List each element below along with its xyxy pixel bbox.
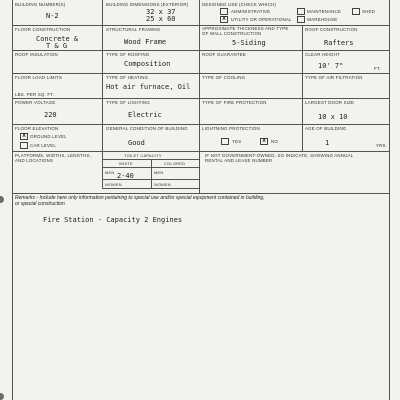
row-divider <box>12 151 389 152</box>
dimensions-label: BUILDING DIMENSIONS (EXTERIOR) <box>106 2 189 7</box>
right-margin-rule <box>389 0 390 400</box>
condition-label: GENERAL CONDITION OF BUILDING <box>106 126 188 131</box>
condition-value: Good <box>128 139 145 147</box>
row-divider <box>12 25 389 26</box>
wall-construction-label-2: OF WALL CONSTRUCTION <box>202 31 262 36</box>
checkbox-warehouse[interactable] <box>297 16 305 23</box>
floor-construction-value-2: T & G <box>46 42 68 50</box>
checkbox-administrative[interactable] <box>220 8 228 15</box>
row-divider <box>12 50 389 51</box>
checkbox-utility[interactable]: X <box>220 16 228 23</box>
age-label: AGE OF BUILDING <box>305 126 347 131</box>
remarks-label-1: Remarks - Include here only information pertaining to special use and/or special equipment contained in building, <box>15 195 265 201</box>
option-administrative: ADMINISTRATIVE <box>231 9 271 14</box>
column-divider <box>199 0 200 193</box>
toilet-rule <box>151 159 152 188</box>
checkbox-lightning-no[interactable]: X <box>260 138 268 145</box>
option-shed: SHED <box>362 9 375 14</box>
power-voltage-value: 220 <box>44 111 57 119</box>
floor-load-unit: LBS. PER SQ. FT. <box>15 92 55 97</box>
toilet-rule <box>102 188 199 189</box>
dimensions-value-1: 32 x 37 <box>146 8 176 16</box>
row-divider <box>12 193 389 194</box>
roof-construction-value: Rafters <box>324 39 354 47</box>
building-number-value: N-2 <box>46 12 59 20</box>
floor-elevation-label: FLOOR ELEVATION <box>15 126 59 131</box>
building-number-label: BUILDING NUMBER(S) <box>15 2 66 7</box>
option-warehouse: WAREHOUSE <box>307 17 338 22</box>
floor-construction-label: FLOOR CONSTRUCTION <box>15 27 71 32</box>
wall-construction-label-1: APPROXIMATE THICKNESS AND TYPE <box>202 26 289 31</box>
age-unit: YRS. <box>376 143 388 148</box>
roof-insulation-label: ROOF INSULATION <box>15 52 58 57</box>
checkbox-maintenance[interactable] <box>297 8 305 15</box>
cooling-label: TYPE OF COOLING <box>202 75 246 80</box>
toilet-men-white-value: 2-40 <box>117 172 134 180</box>
roofing-type-label: TYPE OF ROOFING <box>106 52 150 57</box>
clear-height-value: 10' 7" <box>318 62 344 70</box>
roof-construction-label: ROOF CONSTRUCTION <box>305 27 358 32</box>
floor-construction-value-1: Concrete & <box>36 35 79 43</box>
remarks-entry: Fire Station - Capacity 2 Engines <box>43 216 183 224</box>
remarks-label-2: or special construction <box>15 201 65 207</box>
government-note-2: RENTAL AND LEASE NUMBER <box>205 158 273 163</box>
left-margin-rule <box>12 0 13 400</box>
toilet-women-white-label: WOMEN <box>105 182 122 187</box>
floor-load-label: FLOOR LOAD LIMITS <box>15 75 63 80</box>
government-note-1: IF NOT GOVERNMENT-OWNED, SO INDICATE, SHOWING ANNUAL <box>205 153 354 158</box>
age-value: 1 <box>325 139 330 147</box>
roofing-type-value: Composition <box>124 60 171 68</box>
lightning-protection-label: LIGHTNING PROTECTION <box>202 126 260 131</box>
toilet-rule <box>102 151 103 188</box>
fire-protection-label: TYPE OF FIRE PROTECTION <box>202 100 267 105</box>
toilet-white-label: WHITE <box>119 161 133 166</box>
option-maintenance: MAINTENANCE <box>307 9 342 14</box>
car-level-label: CAR LEVEL <box>30 143 56 148</box>
punch-hole-top <box>0 196 4 203</box>
designed-use-label: DESIGNED USE (CHECK WHICH) <box>202 2 276 7</box>
platforms-label-2: AND LOCATIONS <box>15 158 54 163</box>
heating-value: Hot air furnace, Oil <box>106 83 191 91</box>
row-divider <box>12 124 389 125</box>
structural-framing-value: Wood Frame <box>124 38 167 46</box>
dimensions-value-2: 25 x 60 <box>146 15 176 23</box>
checkbox-ground-level[interactable]: X <box>20 133 28 140</box>
column-divider <box>102 0 103 151</box>
air-filtration-label: TYPE OF AIR FILTRATION <box>305 75 363 80</box>
toilet-women-colored-label: WOMEN <box>154 182 171 187</box>
clear-height-unit: FT. <box>374 66 381 71</box>
toilet-men-white-label: MEN <box>105 170 115 175</box>
checkbox-car-level[interactable] <box>20 142 28 149</box>
lightning-no-label: NO <box>271 139 278 144</box>
door-size-label: LARGEST DOOR SIZE <box>305 100 355 105</box>
checkbox-lightning-yes[interactable] <box>221 138 229 145</box>
ground-level-label: GROUND LEVEL <box>30 134 67 139</box>
toilet-men-colored-label: MEN <box>154 170 164 175</box>
checkbox-shed[interactable] <box>352 8 360 15</box>
clear-height-label: CLEAR HEIGHT <box>305 52 340 57</box>
heating-label: TYPE OF HEATING <box>106 75 149 80</box>
row-divider <box>12 73 389 74</box>
power-voltage-label: POWER VOLTAGE <box>15 100 56 105</box>
lightning-yes-label: YES <box>232 139 242 144</box>
toilet-capacity-label: TOILET CAPACITY <box>124 153 162 158</box>
roof-guarantee-label: ROOF GUARANTEE <box>202 52 247 57</box>
lighting-label: TYPE OF LIGHTING <box>106 100 150 105</box>
option-utility: UTILITY OR OPERATIONAL <box>231 17 292 22</box>
toilet-colored-label: COLORED <box>164 161 186 166</box>
structural-framing-label: STRUCTURAL FRAMING <box>106 27 161 32</box>
lighting-value: Electric <box>128 111 162 119</box>
column-divider <box>302 25 303 151</box>
row-divider <box>12 98 389 99</box>
wall-construction-value: 5-Siding <box>232 39 266 47</box>
platforms-label-1: PLATFORMS, WIDTHS, LENGTHS, <box>15 153 92 158</box>
door-size-value: 10 x 10 <box>318 113 348 121</box>
punch-hole-bottom <box>0 393 4 400</box>
